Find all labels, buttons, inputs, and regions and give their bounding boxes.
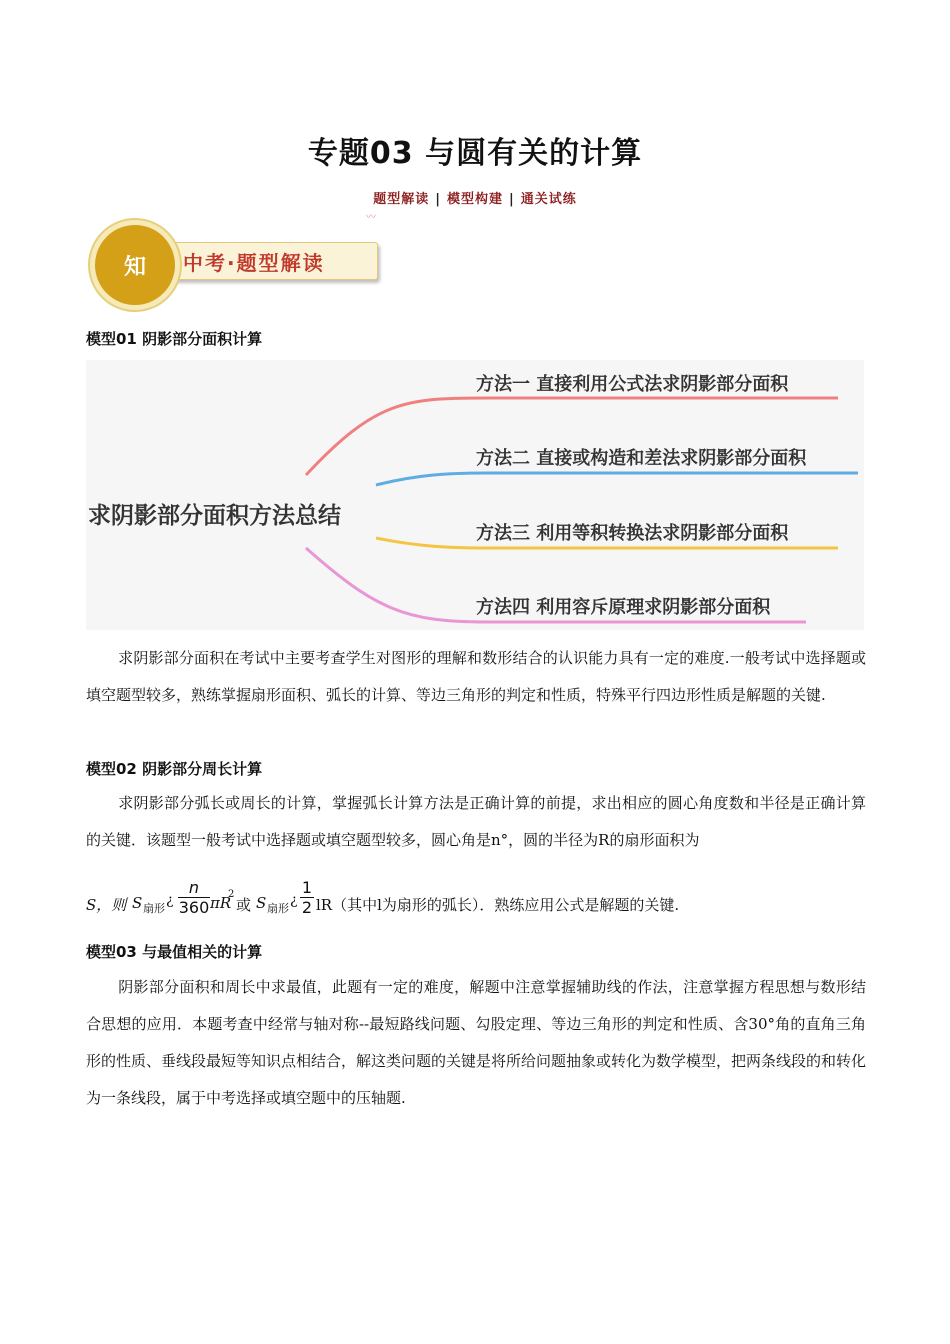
fraction-2-numerator: 1 — [301, 878, 313, 897]
formula-or: 或 — [236, 896, 252, 914]
fraction-1-numerator: n — [188, 878, 200, 897]
formula-tail: lR（其中l为扇形的弧长）．熟练应用公式是解题的关键. — [316, 896, 680, 914]
mindmap-branches — [86, 360, 864, 630]
formula-superscript: 2 — [228, 889, 235, 900]
formula-s-symbol: S — [132, 894, 143, 912]
fraction-2-denominator: 2 — [301, 898, 313, 917]
mindmap-diagram — [86, 360, 864, 630]
fraction-1-denominator: 360 — [178, 898, 210, 917]
formula-glyph-2: ¿ — [290, 892, 298, 908]
formula-subscript: 扇形 — [143, 902, 165, 915]
subtitle-item-2: 模型构建 — [446, 192, 503, 207]
paragraph-2 — [86, 785, 866, 859]
paragraph-3 — [86, 969, 866, 1117]
branch-label-1: 方法一 直接利用公式法求阴影部分面积 — [476, 374, 789, 395]
branch-label-3: 方法三 利用等积转换法求阴影部分面积 — [476, 523, 789, 544]
branch-label-2: 方法二 直接或构造和差法求阴影部分面积 — [476, 448, 807, 469]
fraction-2 — [300, 878, 314, 917]
badge-bar: 中考·题型解读 — [160, 242, 378, 280]
formula-pi-r: πR — [210, 894, 232, 912]
branch-line-2 — [376, 473, 858, 485]
paragraph-2-text: 求阴影部分弧长或周长的计算，掌握弧长计算方法是正确计算的前提，求出相应的圆心角度数和半径是正确计算的关键．该题型一般考试中选择题或填空题型较多，圆心角是n°，圆的半径为R的扇形面积为 — [86, 794, 866, 849]
formula-s-symbol-2: S — [256, 894, 267, 912]
section-heading-3: 模型03 与最值相关的计算 — [86, 943, 263, 961]
formula-s: S，则 — [86, 896, 127, 914]
formula-glyph: ¿ — [166, 892, 174, 908]
paragraph-1-text: 求阴影部分面积在考试中主要考查学生对图形的理解和数形结合的认识能力具有一定的难度.一般考试中选择题或填空题型较多，熟练掌握扇形面积、弧长的计算、等边三角形的判定和性质，特殊平行四边形性质是解题的关键. — [86, 649, 866, 704]
subtitle-nav — [0, 188, 950, 207]
section-heading-1: 模型01 阴影部分面积计算 — [86, 330, 263, 348]
paragraph-3-text: 阴影部分面积和周长中求最值，此题有一定的难度，解题中注意掌握辅助线的作法，注意掌握方程思想与数形结合思想的应用．本题考查中经常与轴对称--最短路线问题、勾股定理、等边三角形的判定和性质、含30°角的直角三角形的性质、垂线段最短等知识点相结合，解这类问题的关键是将所给问题抽象或转化为数学模型，把两条线段的和转化为一条线段，属于中考选择或填空题中的压轴题. — [86, 978, 867, 1107]
page-title: 专题03 与圆有关的计算 — [307, 136, 643, 171]
mindmap-center: 求阴影部分面积方法总结 — [88, 503, 341, 529]
formula-subscript-2: 扇形 — [267, 902, 289, 915]
badge-circle: 知 — [90, 220, 180, 310]
separator: | — [435, 192, 441, 207]
subtitle-item-3: 通关试练 — [520, 192, 577, 207]
section-badge — [90, 216, 390, 306]
branch-label-4: 方法四 利用容斥原理求阴影部分面积 — [476, 597, 771, 618]
paragraph-1 — [86, 640, 866, 714]
subtitle-item-1: 题型解读 — [373, 192, 430, 207]
section-heading-2: 模型02 阴影部分周长计算 — [86, 760, 263, 778]
swirl-decoration-icon: 〰 — [366, 212, 376, 223]
formula-line — [86, 878, 866, 928]
fraction-1 — [178, 878, 210, 917]
separator: | — [509, 192, 515, 207]
